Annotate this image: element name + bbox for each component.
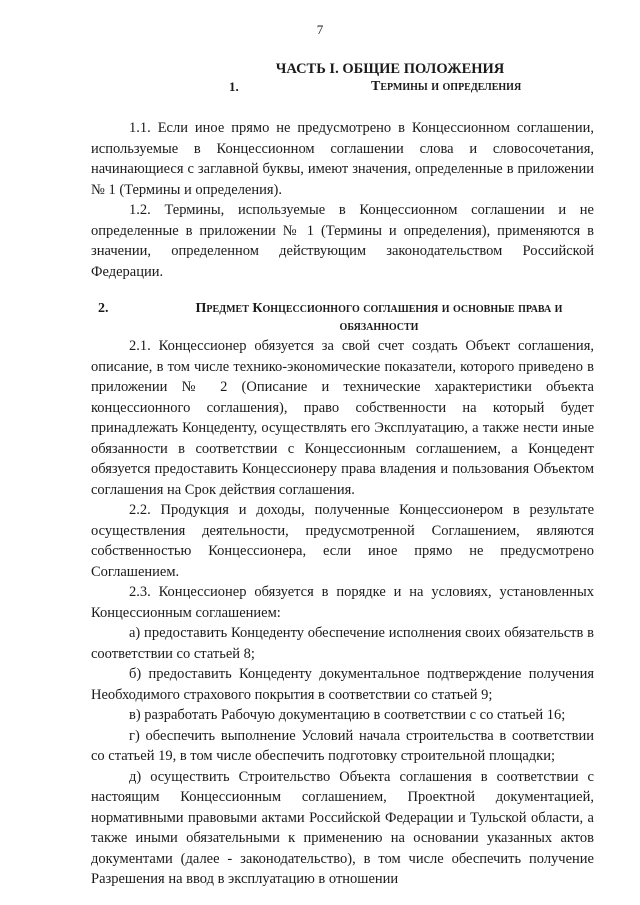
- list-item-d: д) осуществить Строительство Объекта соглашения в соответствии с настоящим Концессионным соглашением, Проектной документацией, нормативными правовыми актами Российской Федерации и Тульской области, а также иными обязательными к применению на основании указанных актов документами (далее - законодательство), в том числе обеспечить получение Разрешения на ввод в эксплуатацию в отношении: [91, 768, 594, 887]
- page-content: [91, 60, 594, 890]
- paragraph-2-3: 2.3. Концессионер обязуется в порядке и на условиях, установленных Концессионным соглашением:: [91, 584, 594, 621]
- paragraph-2-1: 2.1. Концессионер обязуется за свой счет создать Объект соглашения, описание, в том числе технико-экономические показатели, которого приведено в приложении № 2 (Описание и технические характеристики объекта концессионного соглашения), право собственности на который будет принадлежать Концеденту, осуществлять его Эксплуатацию, а также нести иные обязанности в соответствии с Концессионным соглашением, а Концедент обязуется предоставить Концессионеру права владения и пользования Объектом соглашения на Срок действия соглашения.: [91, 338, 594, 498]
- list-item-g: г) обеспечить выполнение Условий начала строительства в соответствии со статьей 19, в том числе обеспечить подготовку строительной площадки;: [91, 727, 594, 764]
- paragraph-1-1: 1.1. Если иное прямо не предусмотрено в Концессионном соглашении, используемые в Концессионном соглашении слова и словосочетания, начинающиеся с заглавной буквы, имеют значения, определенные в приложении № 1 (Термины и определения).: [91, 120, 594, 198]
- section-1-heading: [91, 78, 594, 96]
- list-item-a: а) предоставить Концеденту обеспечение исполнения своих обязательств в соответствии со статьей 8;: [91, 625, 594, 662]
- section-2-number: 2.: [98, 301, 109, 316]
- part-title: ЧАСТЬ I. ОБЩИЕ ПОЛОЖЕНИЯ: [275, 61, 505, 77]
- page-number: 7: [316, 22, 324, 37]
- paragraph-1-2: 1.2. Термины, используемые в Концессионном соглашении и не определенные в приложении № 1 (Термины и определения), применяются в значении, определенном действующим законодательством Российской Федерации.: [91, 202, 594, 280]
- paragraph-2-2: 2.2. Продукция и доходы, полученные Концессионером в результате осуществления деятельности, предусмотренной Соглашением, являются собственностью Концессионера, если иное прямо не предусмотрено Соглашением.: [91, 502, 594, 580]
- section-2-title: Предмет Концессионного соглашения и основные права и обязанности: [195, 301, 563, 334]
- section-2-heading: [91, 300, 594, 336]
- section-1-title: Термины и определения: [371, 79, 522, 94]
- list-item-v: в) разработать Рабочую документацию в соответствии с со статьей 16;: [129, 707, 566, 723]
- list-item-b: б) предоставить Концеденту документальное подтверждение получения Необходимого страхового покрытия в соответствии со статьей 9;: [91, 666, 594, 703]
- section-1-number: 1.: [229, 79, 239, 94]
